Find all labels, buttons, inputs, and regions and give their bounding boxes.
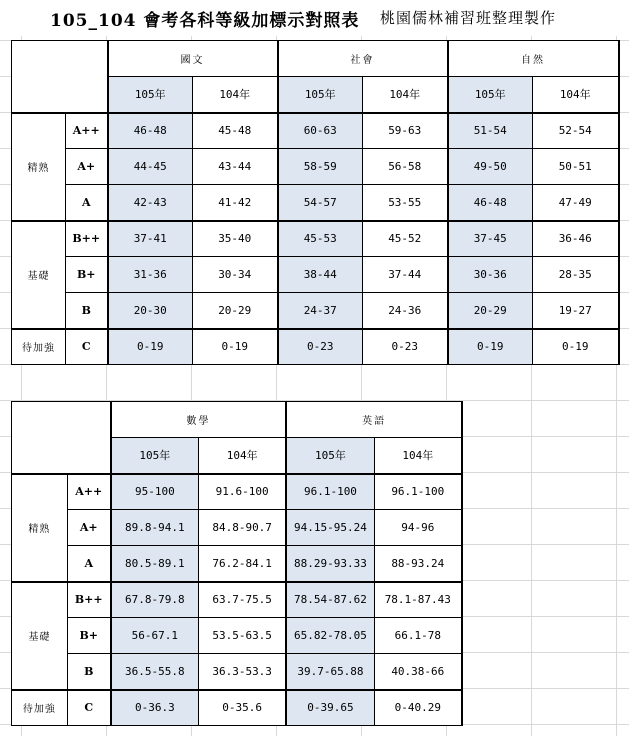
score-range-cell: 28-35	[533, 257, 619, 293]
score-range-cell: 0-19	[448, 329, 533, 365]
table-row	[12, 221, 619, 257]
score-range-cell: 49-50	[448, 149, 533, 185]
score-range-cell: 20-29	[448, 293, 533, 329]
year-header-105: 105年	[108, 77, 193, 113]
table-row	[12, 185, 619, 221]
score-range-cell: 96.1-100	[374, 474, 462, 510]
score-range-cell: 41-42	[193, 185, 278, 221]
score-range-cell: 0-40.29	[374, 690, 462, 726]
score-range-cell: 36-46	[533, 221, 619, 257]
score-range-cell: 46-48	[448, 185, 533, 221]
score-range-cell: 65.82-78.05	[286, 618, 374, 654]
table-row	[12, 113, 619, 149]
grade-label: B+	[66, 257, 108, 293]
score-range-cell: 88.29-93.33	[286, 546, 374, 582]
score-range-cell: 94-96	[374, 510, 462, 546]
table-row	[12, 474, 463, 510]
subject-header: 社會	[278, 41, 448, 77]
score-range-cell: 43-44	[193, 149, 278, 185]
score-range-cell: 45-52	[363, 221, 448, 257]
table-row	[12, 257, 619, 293]
score-range-cell: 80.5-89.1	[111, 546, 199, 582]
subject-header: 自然	[448, 41, 619, 77]
score-range-cell: 0-19	[533, 329, 619, 365]
year-header-105: 105年	[448, 77, 533, 113]
score-range-cell: 0-35.6	[198, 690, 286, 726]
score-range-cell: 0-19	[193, 329, 278, 365]
score-range-cell: 78.1-87.43	[374, 582, 462, 618]
score-range-cell: 58-59	[278, 149, 363, 185]
grade-label: B	[67, 654, 110, 690]
grade-label: A+	[67, 510, 110, 546]
page-title: 105_104 會考各科等級加標示對照表	[50, 11, 360, 31]
subject-header: 國文	[108, 41, 278, 77]
corner-cell	[12, 402, 111, 474]
score-range-cell: 45-53	[278, 221, 363, 257]
score-range-cell: 89.8-94.1	[111, 510, 199, 546]
grade-label: B	[66, 293, 108, 329]
score-range-cell: 30-36	[448, 257, 533, 293]
score-range-cell: 36.5-55.8	[111, 654, 199, 690]
subject-header-row	[12, 402, 463, 438]
score-range-cell: 30-34	[193, 257, 278, 293]
score-range-cell: 45-48	[193, 113, 278, 149]
score-range-cell: 19-27	[533, 293, 619, 329]
score-range-cell: 59-63	[363, 113, 448, 149]
score-range-cell: 38-44	[278, 257, 363, 293]
score-range-cell: 47-49	[533, 185, 619, 221]
category-label: 基礎	[12, 582, 68, 690]
category-label: 精熟	[12, 113, 66, 221]
score-range-cell: 51-54	[448, 113, 533, 149]
grade-label: A+	[66, 149, 108, 185]
score-range-cell: 66.1-78	[374, 618, 462, 654]
year-header-104: 104年	[374, 438, 462, 474]
score-range-cell: 20-29	[193, 293, 278, 329]
score-range-cell: 39.7-65.88	[286, 654, 374, 690]
corner-cell	[12, 41, 108, 113]
score-range-cell: 0-19	[108, 329, 193, 365]
grade-label: A++	[67, 474, 110, 510]
year-header-105: 105年	[278, 77, 363, 113]
score-range-cell: 60-63	[278, 113, 363, 149]
grade-label: C	[67, 690, 110, 726]
score-range-cell: 36.3-53.3	[198, 654, 286, 690]
year-header-105: 105年	[111, 438, 199, 474]
score-range-cell: 53.5-63.5	[198, 618, 286, 654]
score-range-cell: 63.7-75.5	[198, 582, 286, 618]
grade-table-1	[11, 40, 620, 365]
grade-label: C	[66, 329, 108, 365]
score-range-cell: 40.38-66	[374, 654, 462, 690]
score-range-cell: 56-67.1	[111, 618, 199, 654]
grade-label: A++	[66, 113, 108, 149]
category-label: 精熟	[12, 474, 68, 582]
category-label: 待加強	[12, 329, 66, 365]
score-range-cell: 54-57	[278, 185, 363, 221]
score-range-cell: 37-44	[363, 257, 448, 293]
table-row	[12, 293, 619, 329]
table-row	[12, 654, 463, 690]
score-range-cell: 56-58	[363, 149, 448, 185]
subject-header: 數學	[111, 402, 287, 438]
grade-label: A	[67, 546, 110, 582]
score-range-cell: 88-93.24	[374, 546, 462, 582]
grade-table-2	[11, 401, 463, 726]
score-range-cell: 91.6-100	[198, 474, 286, 510]
score-range-cell: 0-23	[278, 329, 363, 365]
title-bar	[0, 0, 629, 36]
grade-label: B+	[67, 618, 110, 654]
year-header-105: 105年	[286, 438, 374, 474]
subject-header-row	[12, 41, 619, 77]
table-row	[12, 149, 619, 185]
score-range-cell: 94.15-95.24	[286, 510, 374, 546]
score-range-cell: 24-37	[278, 293, 363, 329]
score-range-cell: 50-51	[533, 149, 619, 185]
score-range-cell: 24-36	[363, 293, 448, 329]
score-range-cell: 20-30	[108, 293, 193, 329]
score-range-cell: 84.8-90.7	[198, 510, 286, 546]
score-range-cell: 78.54-87.62	[286, 582, 374, 618]
score-range-cell: 37-41	[108, 221, 193, 257]
table-row	[12, 510, 463, 546]
category-label: 待加強	[12, 690, 68, 726]
score-range-cell: 35-40	[193, 221, 278, 257]
category-label: 基礎	[12, 221, 66, 329]
grade-label: B++	[66, 221, 108, 257]
grade-label: A	[66, 185, 108, 221]
year-header-104: 104年	[533, 77, 619, 113]
score-range-cell: 76.2-84.1	[198, 546, 286, 582]
score-range-cell: 42-43	[108, 185, 193, 221]
score-range-cell: 37-45	[448, 221, 533, 257]
score-range-cell: 0-23	[363, 329, 448, 365]
score-range-cell: 46-48	[108, 113, 193, 149]
table-row	[12, 329, 619, 365]
table-row	[12, 582, 463, 618]
score-range-cell: 53-55	[363, 185, 448, 221]
score-range-cell: 67.8-79.8	[111, 582, 199, 618]
score-range-cell: 95-100	[111, 474, 199, 510]
year-header-104: 104年	[363, 77, 448, 113]
score-range-cell: 52-54	[533, 113, 619, 149]
table-row	[12, 618, 463, 654]
subject-header: 英語	[286, 402, 462, 438]
score-range-cell: 0-39.65	[286, 690, 374, 726]
score-range-cell: 31-36	[108, 257, 193, 293]
year-header-104: 104年	[198, 438, 286, 474]
grade-label: B++	[67, 582, 110, 618]
year-header-104: 104年	[193, 77, 278, 113]
score-range-cell: 0-36.3	[111, 690, 199, 726]
table-row	[12, 546, 463, 582]
score-range-cell: 96.1-100	[286, 474, 374, 510]
table-row	[12, 690, 463, 726]
score-range-cell: 44-45	[108, 149, 193, 185]
credit-text: 桃園儒林補習班整理製作	[380, 9, 557, 27]
